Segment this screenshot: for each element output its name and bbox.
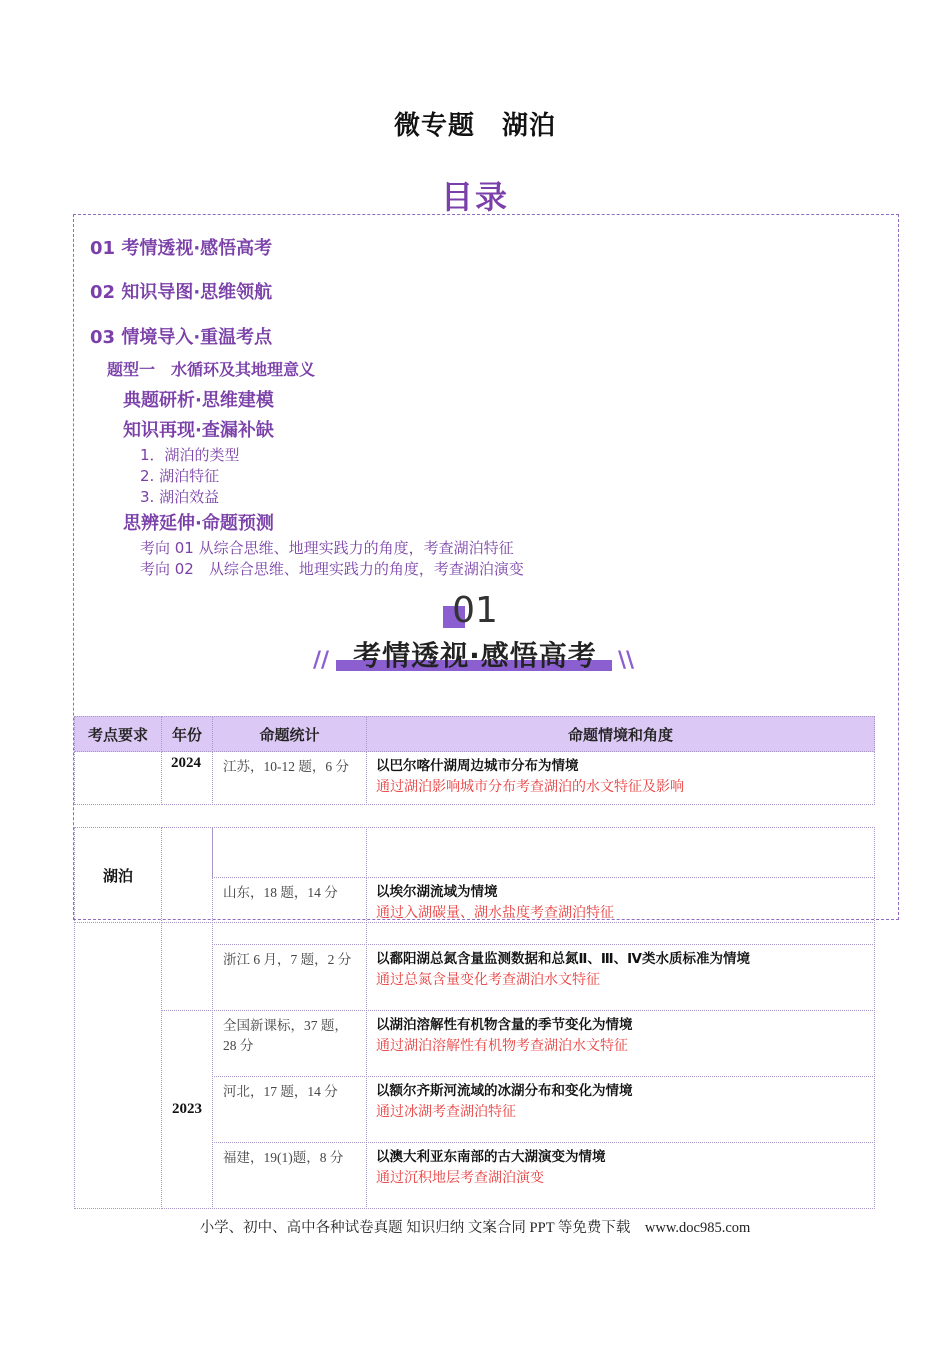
toc-item-d1[interactable]: 考向 01 从综合思维、地理实践力的角度，考查湖泊特征 [140, 539, 514, 557]
td-source: 江苏，10-12 题，6 分 [212, 751, 367, 805]
context-text: 以澳大利亚东南部的古大湖演变为情境 [376, 1149, 606, 1165]
td-year-2024: 2024 [161, 751, 213, 805]
th-statistics: 命题统计 [212, 716, 367, 752]
td-source: 浙江 6 月，7 题，2 分 [212, 944, 367, 1011]
toc-item-d2[interactable]: 考向 02 从综合思维、地理实践力的角度，考查湖泊演变 [140, 560, 524, 578]
td-source: 福建，19(1)题，8 分 [212, 1142, 367, 1209]
td-spacer [212, 922, 367, 945]
toc-item-knowledge[interactable]: 知识再现·查漏补缺 [123, 420, 274, 441]
td-year-blank [161, 827, 213, 923]
td-spacer [366, 922, 875, 945]
td-topic: 湖泊 [74, 827, 162, 923]
toc-heading: 目录 [440, 178, 509, 216]
context-text: 以鄱阳湖总氮含量监测数据和总氮Ⅱ、Ⅲ、Ⅳ类水质标准为情境 [376, 951, 750, 967]
toc-item-type1[interactable]: 题型一 水循环及其地理意义 [107, 360, 316, 379]
td-source: 河北，17 题，14 分 [212, 1076, 367, 1143]
td-topic-2024 [74, 751, 162, 805]
banner-right-mark: \\ [618, 648, 635, 673]
td-context-row [366, 1142, 875, 1209]
toc-item-03[interactable]: 03 情境导入·重温考点 [90, 327, 273, 348]
context-text: 以埃尔湖流域为情境 [376, 884, 498, 900]
toc-item-case-study[interactable]: 典题研析·思维建模 [123, 390, 274, 411]
angle-text: 通过湖泊影响城市分布考查湖泊的水文特征及影响 [376, 780, 684, 795]
angle-text: 通过湖泊溶解性有机物考查湖泊水文特征 [376, 1039, 628, 1054]
banner-number: 01 [452, 590, 498, 631]
td-source: 全国新课标，37 题，28 分 [212, 1010, 367, 1077]
toc-item-k3[interactable]: 3. 湖泊效益 [140, 488, 220, 506]
angle-text: 通过入湖碳量、湖水盐度考查湖泊特征 [376, 906, 614, 921]
toc-item-02[interactable]: 02 知识导图·思维领航 [90, 282, 273, 303]
toc-item-extension[interactable]: 思辨延伸·命题预测 [123, 513, 274, 534]
td-context-row [366, 827, 875, 878]
td-source: 山东，18 题，14 分 [212, 877, 367, 923]
angle-text: 通过冰湖考查湖泊特征 [376, 1105, 516, 1120]
context-text: 以巴尔喀什湖周边城市分布为情境 [376, 758, 579, 774]
toc-item-01[interactable]: 01 考情透视·感悟高考 [90, 238, 273, 259]
td-context-row [366, 751, 875, 805]
td-context-row [366, 1010, 875, 1077]
toc-item-k1[interactable]: 1．湖泊的类型 [140, 446, 240, 464]
page-footer: 小学、初中、高中各种试卷真题 知识归纳 文案合同 PPT 等免费下载 www.doc985.com [199, 1220, 751, 1236]
td-context-row [366, 944, 875, 1011]
document-title: 微专题 湖泊 [393, 111, 556, 141]
context-text: 以额尔齐斯河流域的冰湖分布和变化为情境 [376, 1083, 633, 1099]
banner-title: 考情透视·感悟高考 [353, 639, 597, 672]
toc-item-k2[interactable]: 2. 湖泊特征 [140, 467, 220, 485]
context-text: 以湖泊溶解性有机物含量的季节变化为情境 [376, 1017, 633, 1033]
td-source [212, 827, 367, 878]
th-context: 命题情境和角度 [366, 716, 875, 752]
banner-left-mark: // [313, 648, 330, 673]
th-requirement: 考点要求 [74, 716, 162, 752]
th-year: 年份 [161, 716, 213, 752]
angle-text: 通过沉积地层考查湖泊演变 [376, 1171, 544, 1186]
td-year-2023: 2023 [161, 1010, 213, 1209]
angle-text: 通过总氮含量变化考查湖泊水文特征 [376, 973, 600, 988]
td-topic-cont [74, 922, 162, 1209]
td-context-row [366, 1076, 875, 1143]
td-context-row [366, 877, 875, 923]
td-year-cont [161, 922, 213, 1011]
